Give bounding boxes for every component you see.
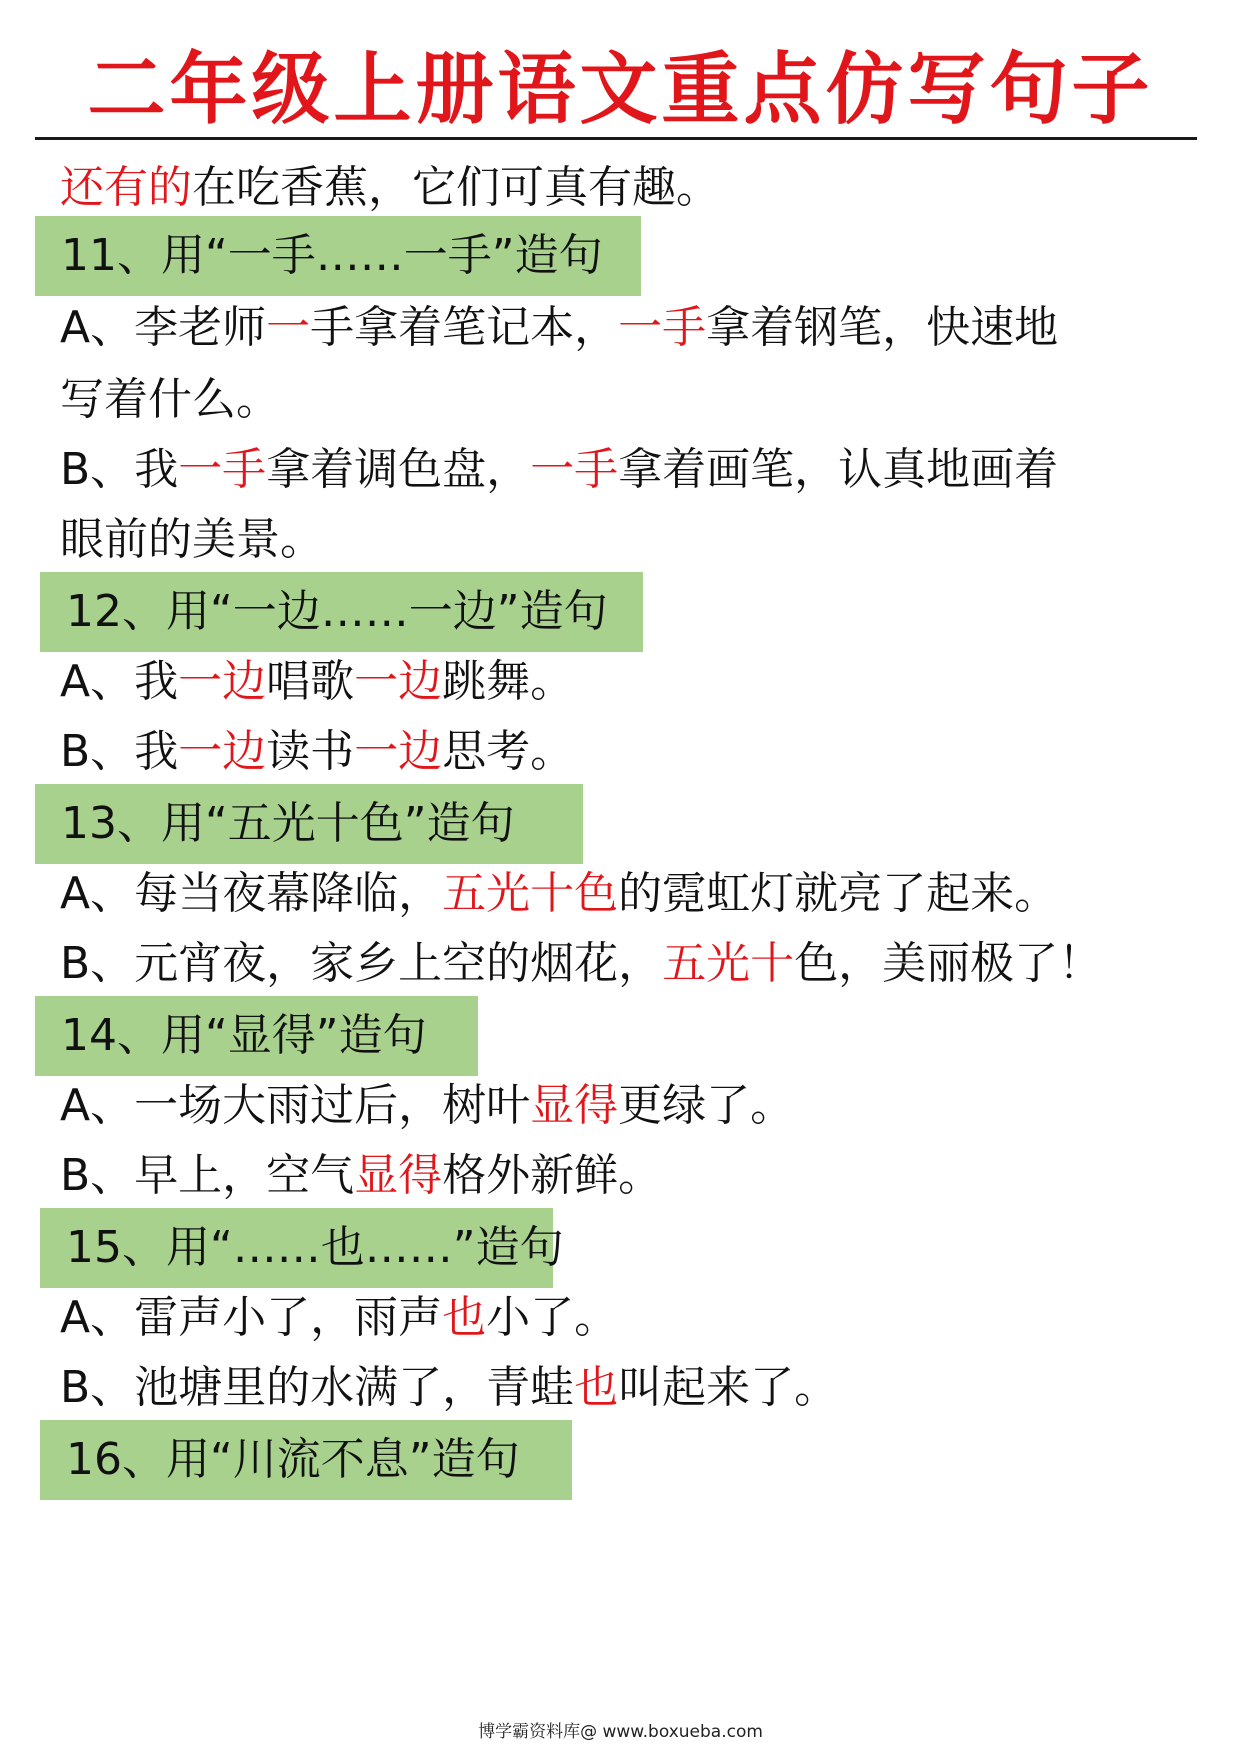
sentence-text: 叫起来了。 — [618, 1362, 839, 1413]
sentence-text: 雷声小了，雨声 — [134, 1292, 443, 1343]
title-divider — [35, 137, 1197, 140]
sentence-text: 拿着钢笔，快速地 — [706, 302, 1059, 353]
example-b-13 — [60, 934, 1102, 994]
page-title: 二年级上册语文重点仿写句子 — [87, 45, 1154, 135]
example-b-14 — [60, 1146, 662, 1206]
example-prefix: B、 — [60, 938, 135, 989]
example-prefix: B、 — [60, 1150, 135, 1201]
example-a-11-continued: 写着什么。 — [60, 374, 280, 425]
highlight-text: 显得 — [530, 1080, 619, 1131]
highlight-text: 五光十色 — [442, 868, 619, 919]
example-b-11 — [60, 440, 1058, 500]
example-b-12 — [60, 722, 574, 782]
sentence-text: 读书 — [266, 726, 355, 777]
sentence-text: 元宵夜，家乡上空的烟花， — [134, 938, 663, 989]
sentence-text: 一场大雨过后，树叶 — [134, 1080, 531, 1131]
section-heading-14: 14、用“显得”造句 — [35, 996, 478, 1076]
sentence-text: 格外新鲜。 — [442, 1150, 663, 1201]
highlight-text: 一 — [266, 302, 311, 353]
sentence-text: 手拿着笔记本， — [310, 302, 619, 353]
sentence-text: 池塘里的水满了，青蛙 — [134, 1362, 575, 1413]
highlight-text: 还有的 — [60, 162, 192, 213]
highlight-text: 一边 — [178, 656, 267, 707]
example-a-12 — [60, 652, 574, 712]
section-heading-12: 12、用“一边……一边”造句 — [40, 572, 643, 652]
example-a-14 — [60, 1076, 794, 1136]
sentence-text: 拿着调色盘， — [266, 444, 531, 495]
example-prefix: A、 — [60, 302, 135, 353]
example-a-15 — [60, 1288, 618, 1348]
sentence-text: 小了。 — [486, 1292, 619, 1343]
section-heading-15: 15、用“……也……”造句 — [40, 1208, 553, 1288]
example-prefix: A、 — [60, 656, 135, 707]
example-prefix: B、 — [60, 444, 135, 495]
section-heading-16: 16、用“川流不息”造句 — [40, 1420, 572, 1500]
example-a-13 — [60, 864, 1058, 924]
highlight-text: 一边 — [354, 656, 443, 707]
highlight-text: 一手 — [530, 444, 619, 495]
sentence-text: 每当夜幕降临， — [134, 868, 443, 919]
example-b-15 — [60, 1358, 838, 1418]
section-heading-11: 11、用“一手……一手”造句 — [35, 216, 641, 296]
example-prefix: A、 — [60, 868, 135, 919]
highlight-text: 也 — [574, 1362, 619, 1413]
highlight-text: 一手 — [178, 444, 267, 495]
sentence-text: 唱歌 — [266, 656, 355, 707]
example-b-11-continued: 眼前的美景。 — [60, 514, 324, 565]
sentence-text: 思考。 — [442, 726, 575, 777]
sentence-text: 拿着画笔，认真地画着 — [618, 444, 1059, 495]
section-heading-13: 13、用“五光十色”造句 — [35, 784, 583, 864]
sentence-text: 我 — [134, 444, 179, 495]
example-prefix: B、 — [60, 1362, 135, 1413]
sentence-text: 的霓虹灯就亮了起来。 — [618, 868, 1059, 919]
footer-watermark: 博学霸资料库@ www.boxueba.com — [478, 1722, 763, 1742]
highlight-text: 一边 — [178, 726, 267, 777]
highlight-text: 也 — [442, 1292, 487, 1343]
sentence-text: 在吃香蕉，它们可真有趣。 — [192, 162, 720, 213]
sentence-text: 跳舞。 — [442, 656, 575, 707]
example-prefix: B、 — [60, 726, 135, 777]
sentence-text: 我 — [134, 726, 179, 777]
example-a-11 — [60, 298, 1058, 358]
example-prefix: A、 — [60, 1080, 135, 1131]
sentence-text: 更绿了。 — [618, 1080, 795, 1131]
highlight-text: 五光十 — [662, 938, 795, 989]
sentence-text: 色，美丽极了！ — [794, 938, 1103, 989]
highlight-text: 一手 — [618, 302, 707, 353]
sentence-text: 早上，空气 — [134, 1150, 355, 1201]
example-prefix: A、 — [60, 1292, 135, 1343]
highlight-text: 一边 — [354, 726, 443, 777]
sentence-text: 我 — [134, 656, 179, 707]
intro-sentence — [60, 158, 720, 218]
highlight-text: 显得 — [354, 1150, 443, 1201]
sentence-text: 李老师 — [134, 302, 267, 353]
